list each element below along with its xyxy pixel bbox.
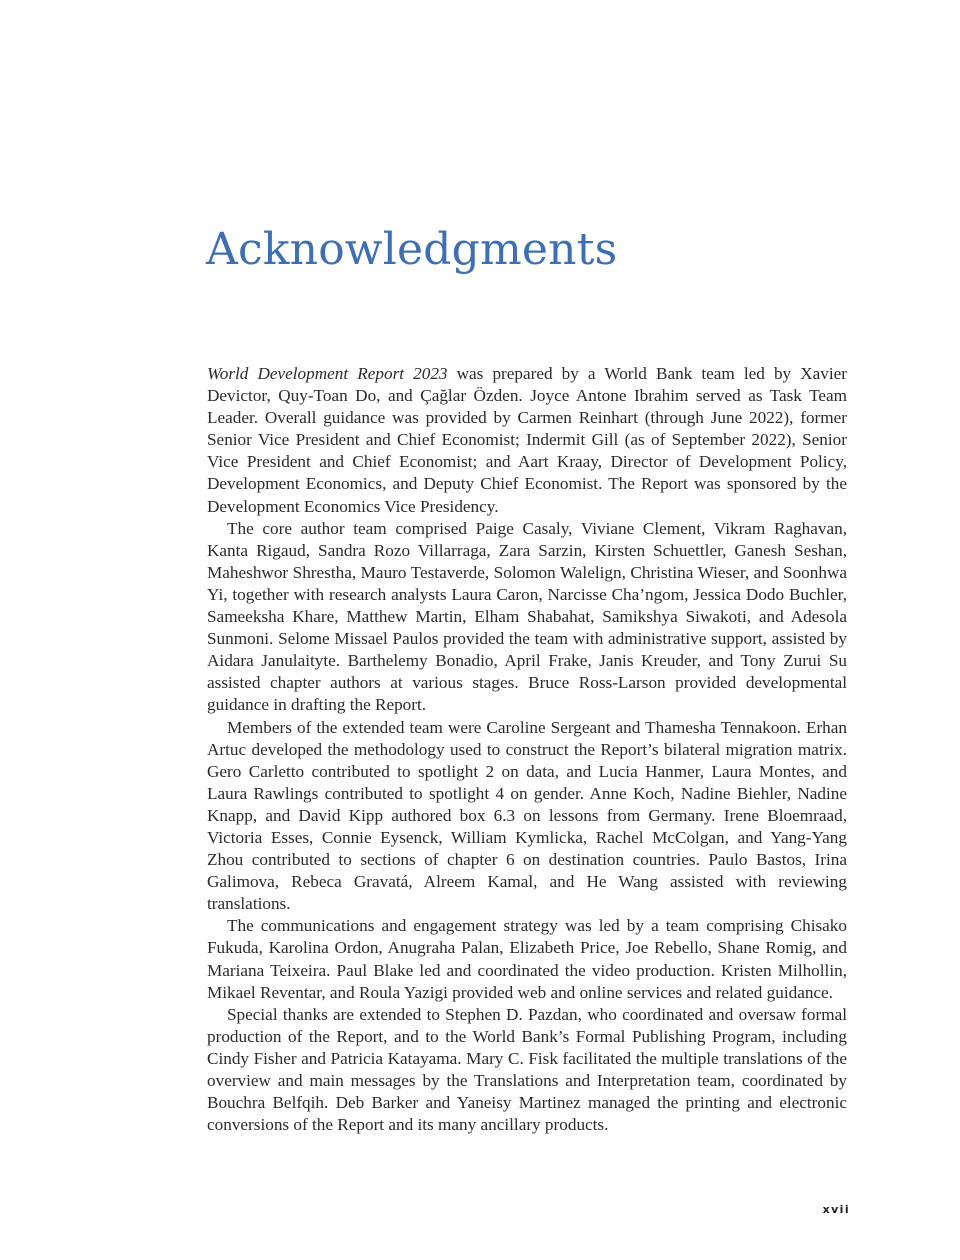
page-number: xvii [822, 1203, 850, 1216]
body-text [207, 363, 847, 1136]
paragraph-1 [207, 363, 847, 518]
paragraph-5: Special thanks are extended to Stephen D. Pazdan, who coordinated and oversaw formal production of the Report, and to the World Bank’s Formal Publishing Program, including Cindy Fisher and Patricia Katayama. Mary C. Fisk facilitated the multiple translations of the overview and main messages by the Translations and Interpretation team, coordinated by Bouchra Belfqih. Deb Barker and Yaneisy Martinez managed the printing and electronic conversions of the Report and its many ancillary products. [207, 1004, 847, 1135]
page-title: Acknowledgments [206, 224, 618, 275]
report-title-italic: World Development Report 2023 [207, 364, 448, 383]
paragraph-4: The communications and engagement strategy was led by a team comprising Chisako Fukuda, Karolina Ordon, Anugraha Palan, Elizabeth Price, Joe Rebello, Shane Romig, and Mariana Teixeira. Paul Blake led and coordinated the video production. Kristen Milhollin, Mikael Reventar, and Roula Yazigi provided web and online services and related guidance. [207, 916, 847, 1002]
paragraph-1-text: was prepared by a World Bank team led by Xavier Devictor, Quy-Toan Do, and Çağlar Özden. Joyce Antone Ibrahim served as Task Team Leader. Overall guidance was provided by Carmen Reinhart (through June 2022), former Senior Vice President and Chief Economist; Indermit Gill (as of September 2022), Senior Vice President and Chief Economist; and Aart Kraay, Director of Development Policy, Development Economics, and Deputy Chief Economist. The Report was sponsored by the Development Economics Vice Presidency. [207, 364, 847, 516]
paragraph-2: The core author team comprised Paige Casaly, Viviane Clement, Vikram Raghavan, Kanta Rigaud, Sandra Rozo Villarraga, Zara Sarzin, Kirsten Schuettler, Ganesh Seshan, Maheshwor Shrestha, Mauro Testaverde, Solomon Walelign, Christina Wieser, and Soonhwa Yi, together with research analysts Laura Caron, Narcisse Cha’ngom, Jessica Dodo Buchler, Sameeksha Khare, Matthew Martin, Elham Shabahat, Samikshya Siwakoti, and Adesola Sunmoni. Selome Missael Paulos provided the team with administrative support, assisted by Aidara Janulaityte. Barthelemy Bonadio, April Frake, Janis Kreuder, and Tony Zurui Su assisted chapter authors at various stages. Bruce Ross-Larson provided developmental guidance in drafting the Report. [207, 518, 847, 715]
paragraph-3: Members of the extended team were Caroline Sergeant and Thamesha Tennakoon. Erhan Artuc developed the methodology used to construct the Report’s bilateral migration matrix. Gero Carletto contributed to spotlight 2 on data, and Lucia Hanmer, Laura Montes, and Laura Rawlings contributed to spotlight 4 on gender. Anne Koch, Nadine Biehler, Nadine Knapp, and David Kipp authored box 6.3 on lessons from Germany. Irene Bloemraad, Victoria Esses, Connie Eysenck, William Kymlicka, Rachel McColgan, and Yang-Yang Zhou contributed to sections of chapter 6 on destination countries. Paulo Bastos, Irina Galimova, Rebeca Gravatá, Alreem Kamal, and He Wang assisted with reviewing translations. [207, 717, 847, 914]
